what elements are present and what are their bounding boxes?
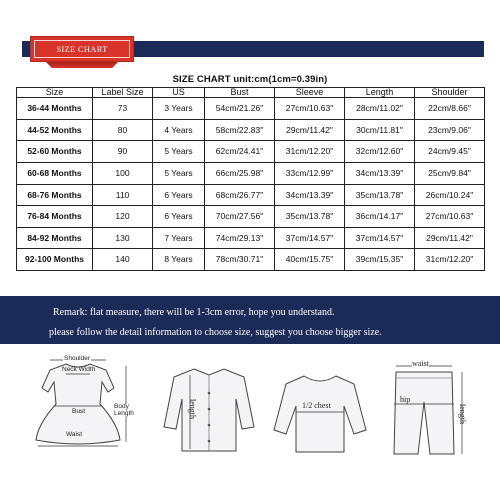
table-row <box>17 184 485 206</box>
table-cell: 37cm/14.57" <box>345 227 415 249</box>
size-chart-banner <box>30 36 134 62</box>
shoulder-label: Shoulder <box>64 355 91 362</box>
table-cell: 78cm/30.71" <box>205 249 275 271</box>
table-cell: 70cm/27.56" <box>205 206 275 228</box>
column-header: US <box>153 88 205 98</box>
table-cell: 110 <box>93 184 153 206</box>
table-cell: 90 <box>93 141 153 163</box>
table-cell: 33cm/12.99" <box>275 162 345 184</box>
table-cell: 24cm/9.45" <box>415 141 485 163</box>
table-cell: 36cm/14.17" <box>345 206 415 228</box>
table-cell: 34cm/13.39" <box>275 184 345 206</box>
table-body <box>17 98 485 271</box>
column-header: Size <box>17 88 93 98</box>
column-header: Length <box>345 88 415 98</box>
table-cell: 25cm/9.84" <box>415 162 485 184</box>
table-cell: 35cm/13.78" <box>345 184 415 206</box>
table-cell: 3 Years <box>153 98 205 120</box>
table-cell: 31cm/12.20" <box>415 249 485 271</box>
sweater-outline-icon <box>272 372 368 456</box>
dress-diagram <box>28 352 138 450</box>
table-cell: 4 Years <box>153 119 205 141</box>
table-cell: 40cm/15.75" <box>275 249 345 271</box>
table-cell: 8 Years <box>153 249 205 271</box>
table-cell: 84-92 Months <box>17 227 93 249</box>
hip-label: hip <box>400 395 411 404</box>
column-header: Label Size <box>93 88 153 98</box>
table-cell: 7 Years <box>153 227 205 249</box>
table-cell: 74cm/29.13" <box>205 227 275 249</box>
shirt-outline-icon <box>160 365 258 455</box>
table-cell: 27cm/10.63" <box>275 98 345 120</box>
table-cell: 27cm/10.63" <box>415 206 485 228</box>
table-cell: 76-84 Months <box>17 206 93 228</box>
table-cell: 44-52 Months <box>17 119 93 141</box>
table-title: SIZE CHART unit:cm(1cm=0.39in) <box>172 74 328 85</box>
table-cell: 73 <box>93 98 153 120</box>
table-cell: 54cm/21.26" <box>205 98 275 120</box>
remark-band <box>0 296 500 344</box>
table-cell: 29cm/11.42" <box>415 227 485 249</box>
pants-length-label: length <box>458 404 467 424</box>
column-header: Shoulder <box>415 88 485 98</box>
table-cell: 92-100 Months <box>17 249 93 271</box>
half-chest-label: 1/2 chest <box>302 401 331 410</box>
table-cell: 31cm/12.20" <box>275 141 345 163</box>
table-row <box>17 141 485 163</box>
table-row <box>17 119 485 141</box>
table-cell: 66cm/25.98" <box>205 162 275 184</box>
table-cell: 36-44 Months <box>17 98 93 120</box>
sweater-diagram <box>272 372 368 456</box>
banner-ribbon-tail <box>46 62 118 68</box>
shirt-diagram <box>160 365 258 455</box>
table-cell: 35cm/13.78" <box>275 206 345 228</box>
table-cell: 68-76 Months <box>17 184 93 206</box>
table-cell: 26cm/10.24" <box>415 184 485 206</box>
body-length-label: Body Length <box>114 403 134 417</box>
table-cell: 39cm/15.35" <box>345 249 415 271</box>
table-cell: 22cm/8.66" <box>415 98 485 120</box>
column-header: Sleeve <box>275 88 345 98</box>
table-row <box>17 98 485 120</box>
table-cell: 120 <box>93 206 153 228</box>
table-cell: 37cm/14.57" <box>275 227 345 249</box>
table-cell: 28cm/11.02" <box>345 98 415 120</box>
table-cell: 29cm/11.42" <box>275 119 345 141</box>
table-cell: 130 <box>93 227 153 249</box>
table-cell: 80 <box>93 119 153 141</box>
table-cell: 5 Years <box>153 162 205 184</box>
table-cell: 34cm/13.39" <box>345 162 415 184</box>
waist-label: Waist <box>66 431 83 438</box>
column-header: Bust <box>205 88 275 98</box>
size-table <box>16 87 485 271</box>
table-cell: 60-68 Months <box>17 162 93 184</box>
table-row <box>17 249 485 271</box>
table-row <box>17 162 485 184</box>
table-cell: 62cm/24.41" <box>205 141 275 163</box>
table-cell: 30cm/11.81" <box>345 119 415 141</box>
table-cell: 58cm/22.83" <box>205 119 275 141</box>
table-cell: 68cm/26.77" <box>205 184 275 206</box>
table-cell: 23cm/9.06" <box>415 119 485 141</box>
remark-line-2: please follow the detail information to choose size, suggest you choose bigger size. <box>49 327 382 338</box>
bust-label: Bust <box>72 408 86 415</box>
table-cell: 32cm/12.60" <box>345 141 415 163</box>
table-cell: 52-60 Months <box>17 141 93 163</box>
table-row <box>17 227 485 249</box>
banner-label: SIZE CHART <box>56 44 108 54</box>
table-cell: 100 <box>93 162 153 184</box>
waist-measure-label: waist <box>412 359 429 368</box>
table-row <box>17 206 485 228</box>
table-cell: 5 Years <box>153 141 205 163</box>
table-cell: 6 Years <box>153 206 205 228</box>
table-header-row <box>17 88 485 98</box>
table-cell: 140 <box>93 249 153 271</box>
remark-line-1: Remark: flat measure, there will be 1-3cm error, hope you understand. <box>53 307 335 318</box>
pants-diagram <box>382 356 472 458</box>
neck-width-label: Neck Width <box>62 366 96 373</box>
shirt-length-label: length <box>188 399 197 419</box>
table-cell: 6 Years <box>153 184 205 206</box>
